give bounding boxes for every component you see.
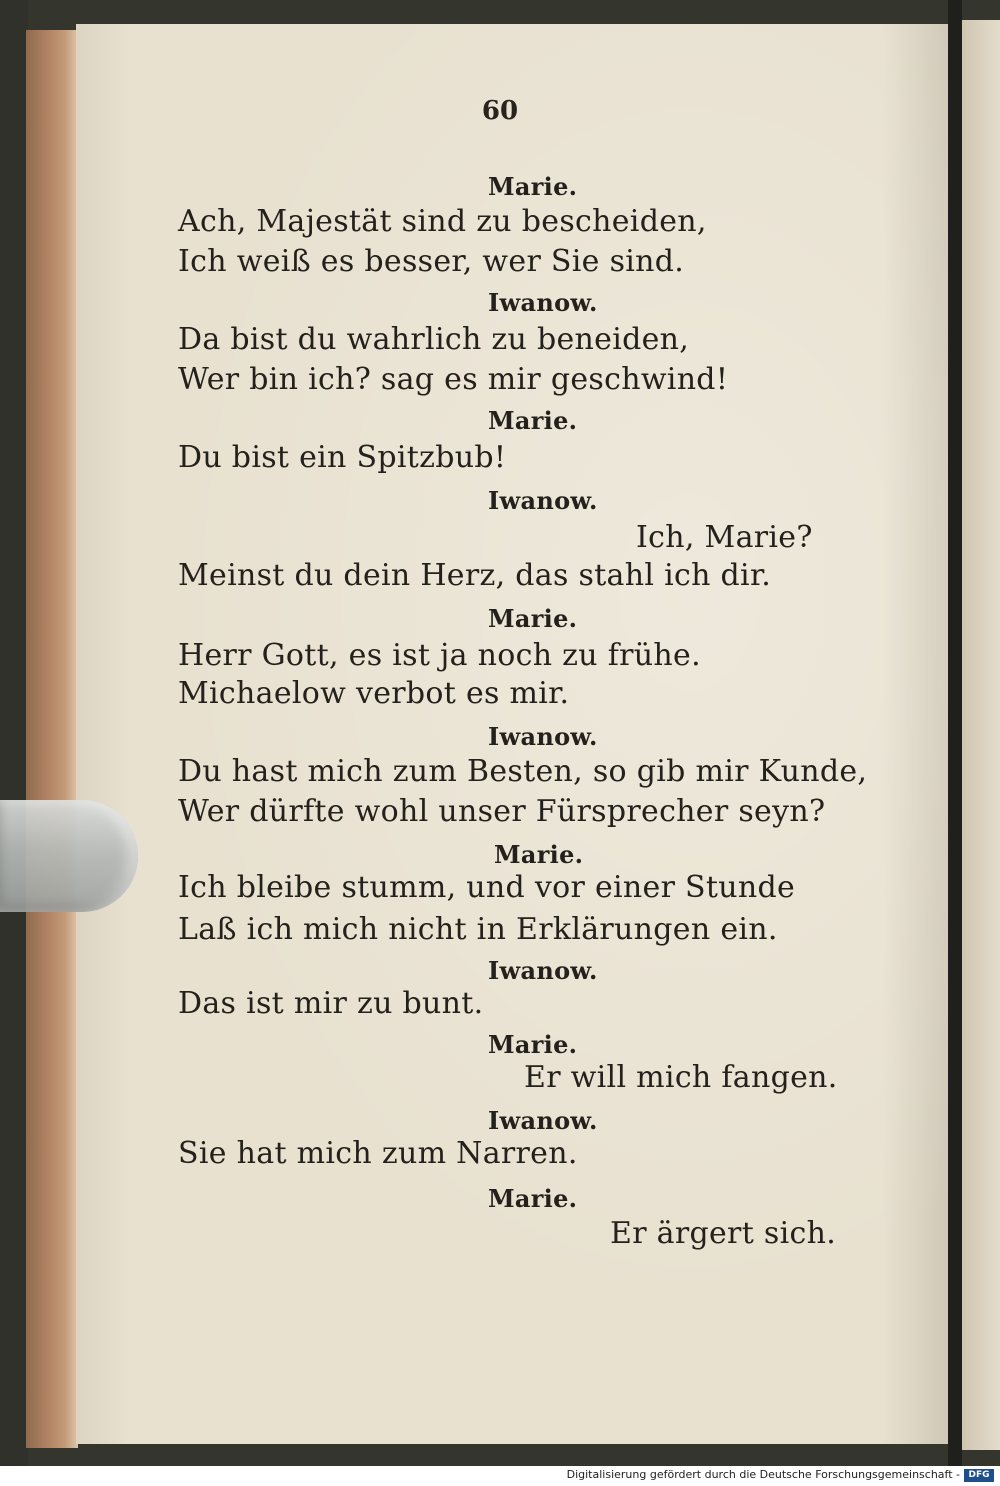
digitization-footer bbox=[0, 1466, 1000, 1486]
speaker-marie: Marie. bbox=[494, 840, 584, 869]
verse-line: Laß ich mich nicht in Erklärungen ein. bbox=[178, 912, 778, 947]
verse-line: Sie hat mich zum Narren. bbox=[178, 1136, 578, 1171]
verse-line: Herr Gott, es ist ja noch zu frühe. bbox=[178, 638, 701, 673]
page-number: 60 bbox=[481, 96, 519, 126]
verse-line: Wer dürfte wohl unser Fürsprecher seyn? bbox=[178, 794, 826, 829]
speaker-iwanow: Iwanow. bbox=[488, 722, 598, 751]
page-block-edge bbox=[26, 30, 78, 1448]
verse-line: Ach, Majestät sind zu bescheiden, bbox=[178, 204, 707, 239]
verse-line: Wer bin ich? sag es mir geschwind! bbox=[178, 362, 729, 397]
verse-line: Du bist ein Spitzbub! bbox=[178, 440, 507, 475]
speaker-marie: Marie. bbox=[488, 1030, 578, 1059]
speaker-iwanow: Iwanow. bbox=[488, 288, 598, 317]
dfg-logo-icon: DFG bbox=[964, 1469, 994, 1482]
speaker-iwanow: Iwanow. bbox=[488, 486, 598, 515]
book-cover-edge bbox=[0, 0, 28, 1466]
facing-page-edge bbox=[962, 20, 1000, 1450]
verse-line: Ich weiß es besser, wer Sie sind. bbox=[178, 244, 685, 279]
verse-line: Das ist mir zu bunt. bbox=[178, 986, 484, 1021]
page-clip bbox=[0, 800, 138, 912]
speaker-iwanow: Iwanow. bbox=[488, 956, 598, 985]
verse-line: Da bist du wahrlich zu beneiden, bbox=[178, 322, 690, 357]
verse-line: Du hast mich zum Besten, so gib mir Kunde, bbox=[178, 754, 868, 789]
verse-line: Ich bleibe stumm, und vor einer Stunde bbox=[178, 870, 796, 905]
speaker-marie: Marie. bbox=[488, 1184, 578, 1213]
verse-line: Er ärgert sich. bbox=[610, 1216, 837, 1251]
speaker-marie: Marie. bbox=[488, 406, 578, 435]
speaker-marie: Marie. bbox=[488, 604, 578, 633]
verse-line: Er will mich fangen. bbox=[524, 1060, 838, 1095]
speaker-iwanow: Iwanow. bbox=[488, 1106, 598, 1135]
speaker-marie: Marie. bbox=[488, 172, 578, 201]
verse-line: Ich, Marie? bbox=[636, 520, 813, 555]
funding-credit: Digitalisierung gefördert durch die Deutsche Forschungsgemeinschaft - bbox=[566, 1468, 960, 1481]
verse-line: Michaelow verbot es mir. bbox=[178, 676, 570, 711]
verse-line: Meinst du dein Herz, das stahl ich dir. bbox=[178, 558, 772, 593]
book-gutter bbox=[948, 0, 962, 1466]
